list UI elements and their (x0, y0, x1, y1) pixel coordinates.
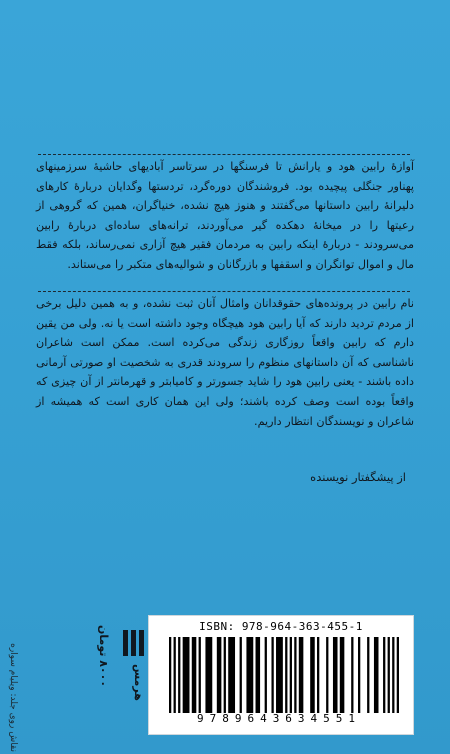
barcode-bar (217, 637, 222, 713)
blurb-paragraph-2 (36, 294, 414, 431)
barcode-bar (383, 637, 385, 713)
isbn-number: ISBN: 978-964-363-455-1 (199, 620, 363, 633)
top-dashed-rule (38, 154, 410, 155)
cover-artist-credit: نقاش روی جلد: ویلیام سواره (8, 643, 18, 752)
barcode-bar (183, 637, 190, 713)
barcode-bar (397, 637, 399, 713)
barcode-bar (299, 637, 304, 713)
barcode-bar (388, 637, 390, 713)
barcode-bar (169, 637, 171, 713)
barcode-bar (326, 637, 328, 713)
barcode-bar (290, 637, 292, 713)
barcode-image (169, 637, 399, 713)
paragraph-text: نام رابین در پرونده‌های حقوقدانان وامثال آنان ثبت نشده، و به همین دلیل برخی از مردم تردید دارند که آیا رابین هود هیچگاه وجود داشته است یا نه. ولی من یقین دارم که رابین واقعاً روزگاری زندگی می‌کرده است. ممکن است شاعران ناشناسی که آن داستانهای منظوم را سرودند قدری به شخصیت او صورتی آرمانی داده باشند - یعنی رابین هود را شاید جسورتر و کامیابتر و قهرمانتر از آن چیزی که واقعاً بوده است وصف کرده باشند؛ ولی این همان کاری است که همیشه از شاعران و نویسندگان انتظار داریم. (36, 297, 414, 428)
barcode-bar (265, 637, 267, 713)
barcode-digits: 9789643634551 (196, 712, 362, 725)
barcode-bar (310, 637, 315, 713)
barcode-bar (276, 637, 283, 713)
barcode-bar (271, 637, 273, 713)
barcode-bar (351, 637, 353, 713)
barcode-bar (340, 637, 345, 713)
barcode-bar (224, 637, 226, 713)
barcode-bar (228, 637, 235, 713)
barcode-bar (178, 637, 180, 713)
barcode-bar (358, 637, 360, 713)
barcode-bar (246, 637, 253, 713)
barcode-bar (174, 637, 176, 713)
barcode-bar (374, 637, 379, 713)
barcode-bar (317, 637, 319, 713)
barcode-bar (333, 637, 338, 713)
price-label: ۸۰۰۰ تومان (97, 625, 110, 688)
publisher-mark-icon (121, 628, 145, 658)
barcode-bar (367, 637, 369, 713)
paragraph-text: آوازهٔ رابین هود و یارانش تا فرسنگها در سرتاسر آبادیهای حاشیهٔ سرزمینهای پهناور جنگلی پیچیده بود. فروشندگان دوره‌گرد، تردستها وگدایان دربارهٔ کارهای دلیرانهٔ رابین داستانها می‌گفتند و هنوز هیچ نشده، خنیاگران، همین که گروهی از رعیتها را در میخانهٔ دهکده گیر می‌آوردند، ترانه‌های ساده‌ای دربارهٔ رابین می‌سرودند - دربارهٔ اینکه رابین به مردمان فقیر هیچ آزاری نمی‌رساند، بلکه فقط مال و اموال توانگران و اسقفها و بازرگانان و شوالیه‌های متکبر را می‌ستاند. (36, 160, 414, 271)
barcode-bar (199, 637, 201, 713)
barcode-bar (240, 637, 242, 713)
barcode-bar (285, 637, 287, 713)
blurb-paragraph-1 (36, 157, 414, 275)
publisher-logo (121, 628, 145, 726)
middle-dashed-rule (38, 291, 410, 292)
barcode-bar (256, 637, 261, 713)
barcode-bar (294, 637, 296, 713)
publisher-name: هرمس (132, 664, 145, 701)
barcode-bar (205, 637, 212, 713)
barcode-bar (392, 637, 394, 713)
author-attribution: از پیشگفتار نویسنده (310, 470, 406, 484)
barcode-panel (148, 615, 414, 735)
barcode-bar (192, 637, 197, 713)
